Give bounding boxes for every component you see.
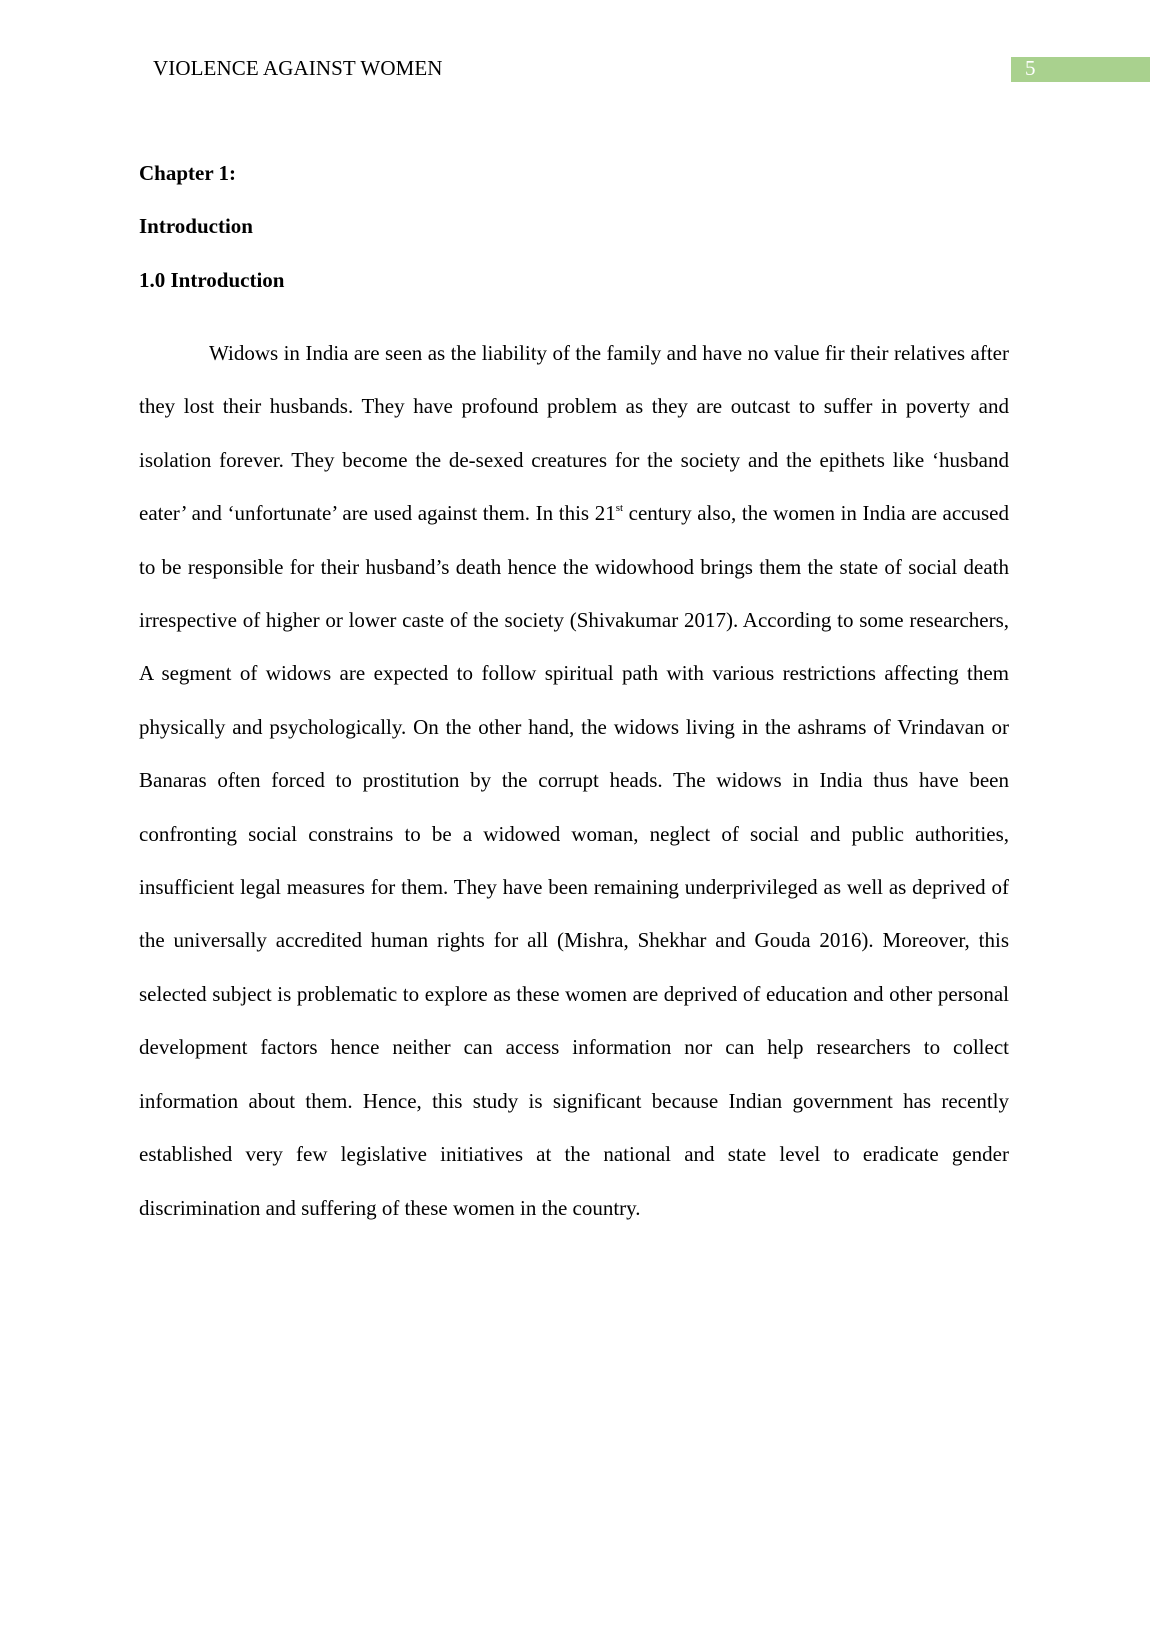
body-text-part-2: century also, the women in India are accused to be responsible for their husband’s death hence the widowhood brings them the state of social death irrespective of higher or lower caste of the society (Shivakumar 2017). According to some researchers, A segment of widows are expected to follow spiritual path with various restrictions affecting them physically and psychologically. On the other hand, the widows living in the ashrams of Vrindavan or Banaras often forced to prostitution by the corrupt heads. The widows in India thus have been confronting social constrains to be a widowed woman, neglect of social and public authorities, insufficient legal measures for them. They have been remaining underprivileged as well as deprived of the universally accredited human rights for all (Mishra, Shekhar and Gouda 2016). Moreover, this selected subject is problematic to explore as these women are deprived of education and other personal development factors hence neither can access information nor can help researchers to collect information about them. Hence, this study is significant because Indian government has recently established very few legislative initiatives at the national and state level to eradicate gender discrimination and suffering of these women in the country. [139, 501, 1009, 1220]
body-paragraph [139, 327, 1009, 1235]
ordinal-superscript: st [615, 502, 624, 515]
section-heading: 1.0 Introduction [139, 268, 285, 292]
chapter-heading: Chapter 1: [139, 161, 237, 185]
running-head: VIOLENCE AGAINST WOMEN [153, 56, 443, 80]
page-number: 5 [1025, 56, 1036, 80]
chapter-title: Introduction [139, 214, 253, 238]
body-text-part-1: Widows in India are seen as the liability of the family and have no value fir their relatives after they lost their husbands. They have profound problem as they are outcast to suffer in poverty and isolation forever. They become the de-sexed creatures for the society and the epithets like ‘husband eater’ and ‘unfortunate’ are used against them. In this 21 [139, 341, 1009, 526]
